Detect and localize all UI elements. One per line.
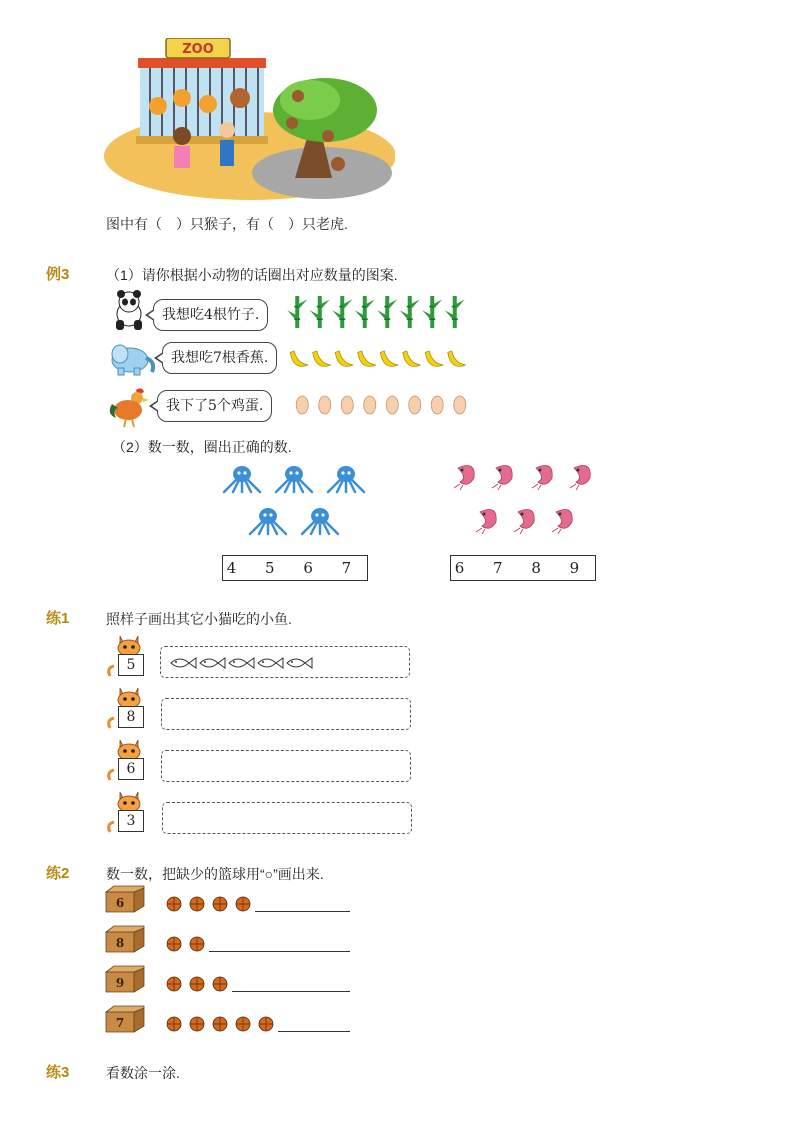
octopus-icon[interactable] [302,508,338,534]
sample-fish-icon [171,658,196,668]
fish-drawing-box[interactable] [161,698,411,730]
cat-rows [104,632,424,842]
banana-icon[interactable] [425,351,443,366]
basketball-icon [213,977,227,991]
octopus-icon[interactable] [250,508,286,534]
bamboo-icon[interactable] [422,296,442,328]
banana-row [288,344,468,372]
fish-drawing-box[interactable] [160,646,410,678]
fish-drawing-box[interactable] [162,802,412,834]
basketball-icon [190,977,204,991]
basketball-icon [167,897,181,911]
egg-icon[interactable] [296,396,308,414]
answer-line[interactable] [209,951,350,952]
cat-number-sign: 6 [118,758,144,780]
banana-icon[interactable] [313,351,331,366]
bamboo-icon[interactable] [355,296,375,328]
basketball-icon [236,1017,250,1031]
bamboo-icon[interactable] [310,296,330,328]
octopus-icon[interactable] [224,466,260,492]
shrimp-icon[interactable] [532,466,552,490]
panda-icon [110,290,148,332]
basketball-icon [190,897,204,911]
elephant-speech-bubble: 我想吃7根香蕉. [162,342,277,374]
practice2-label: 练2 [46,865,70,882]
banana-icon[interactable] [358,351,376,366]
basketball-icon [236,897,250,911]
egg-icon[interactable] [409,396,421,414]
practice1-label: 练1 [46,610,70,627]
shrimp-icon[interactable] [454,466,474,490]
bamboo-icon[interactable] [287,296,307,328]
example3-label: 例3 [46,266,70,283]
number-choices-left[interactable]: 4 5 6 7 [222,555,368,581]
zoo-question: 图中有（ ）只猴子，有（ ）只老虎. [106,216,348,232]
box-number: 7 [115,1016,125,1030]
bamboo-icon[interactable] [400,296,420,328]
example3-part1-instruction: （1）请你根据小动物的话圈出对应数量的图案. [106,267,398,283]
zoo-sign-text: ZOO [182,42,214,57]
banana-icon[interactable] [380,351,398,366]
basketball-icon [167,1017,181,1031]
rooster-speech-bubble: 我下了5个鸡蛋. [157,390,272,422]
bamboo-icon[interactable] [445,296,465,328]
shrimp-icon[interactable] [552,510,572,534]
octopus-icon[interactable] [328,466,364,492]
basketball-icon [213,1017,227,1031]
example3-part2-instruction: （2）数一数，圈出正确的数. [112,439,292,455]
box-number: 9 [115,976,125,990]
egg-row [291,394,471,416]
octopus-icon[interactable] [276,466,312,492]
practice3-instruction: 看数涂一涂. [106,1065,180,1081]
answer-line[interactable] [278,1031,350,1032]
shrimp-icon[interactable] [570,466,590,490]
egg-icon[interactable] [364,396,376,414]
basketball-icon [213,897,227,911]
answer-line[interactable] [232,991,350,992]
basketball-icon [190,937,204,951]
basketball-rows [104,884,364,1036]
egg-icon[interactable] [341,396,353,414]
box-number: 8 [115,936,125,950]
egg-icon[interactable] [454,396,466,414]
basketball-icon [167,977,181,991]
banana-icon[interactable] [335,351,353,366]
number-choices-right[interactable]: 6 7 8 9 [450,555,596,581]
practice3-label: 练3 [46,1064,70,1081]
sample-fish-icon [229,658,254,668]
zoo-illustration [100,38,395,203]
elephant-icon [104,340,156,376]
egg-icon[interactable] [319,396,331,414]
bamboo-row [286,294,466,330]
practice1-instruction: 照样子画出其它小猫吃的小鱼. [106,611,292,627]
sample-fish-icon [258,658,283,668]
panda-speech-bubble: 我想吃4根竹子. [153,299,268,331]
cat-number-sign: 8 [118,706,144,728]
basketball-icon [259,1017,273,1031]
sample-fish-icon [287,658,312,668]
banana-icon[interactable] [290,351,308,366]
sample-fish-icon [200,658,225,668]
egg-icon[interactable] [386,396,398,414]
rooster-icon [106,384,150,428]
basketball-icon [190,1017,204,1031]
cat-number-sign: 5 [118,654,144,676]
fish-drawing-box[interactable] [161,750,411,782]
cat-number-sign: 3 [118,810,144,832]
octopus-group [222,460,372,544]
shrimp-icon[interactable] [514,510,534,534]
banana-icon[interactable] [448,351,466,366]
answer-line[interactable] [255,911,350,912]
box-number: 6 [115,896,125,910]
basketball-icon [167,937,181,951]
practice2-instruction: 数一数，把缺少的篮球用“○”画出来. [106,866,324,882]
bamboo-icon[interactable] [377,296,397,328]
shrimp-icon[interactable] [492,466,512,490]
shrimp-group [448,456,598,546]
banana-icon[interactable] [403,351,421,366]
egg-icon[interactable] [431,396,443,414]
bamboo-icon[interactable] [332,296,352,328]
shrimp-icon[interactable] [476,510,496,534]
